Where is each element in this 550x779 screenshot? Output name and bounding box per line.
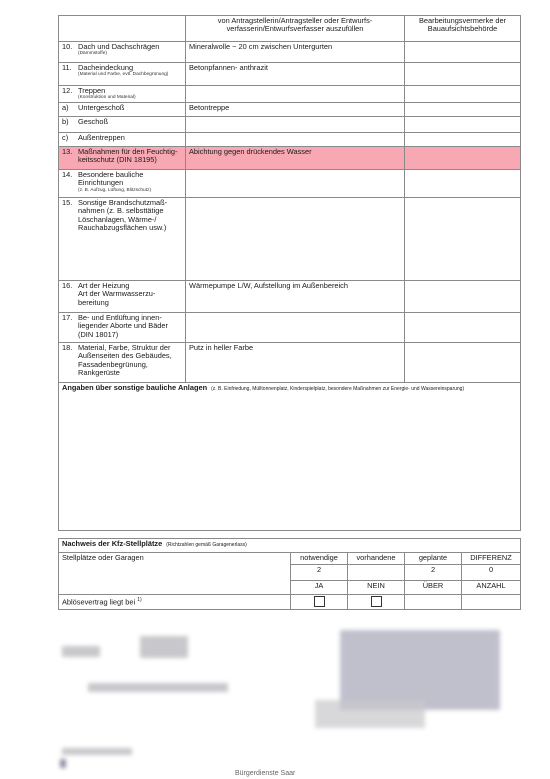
parking-title-row [59, 539, 521, 553]
row-13-value[interactable]: Abichtung gegen drückendes Wasser [186, 147, 405, 170]
redacted-mark [60, 759, 66, 768]
count-cell[interactable] [462, 595, 521, 610]
row-12a-value[interactable]: Betontreppe [186, 103, 405, 117]
label-no: NEIN [348, 581, 405, 595]
row-14-remark [405, 170, 521, 198]
row-12c: c) Außentreppen [59, 133, 521, 147]
row-13-remark [405, 147, 521, 170]
redacted-date [62, 646, 100, 657]
label-count: ANZAHL [462, 581, 521, 595]
parking-title: Nachweis der Kfz-Stellplätze [62, 539, 163, 548]
row-17-remark [405, 313, 521, 343]
header-applicant-column: von Antragstellerin/Antragsteller oder Entwurfs- verfasserin/Entwurfsverfasser auszufüllen [186, 16, 405, 42]
header-difference: DIFFERENZ [462, 553, 521, 565]
value-required[interactable]: 2 [291, 565, 348, 581]
row-12-remark [405, 86, 521, 103]
row-18: 18. Material, Farbe, Struktur der Außenseiten des Gebäudes, Fassadenbegrünung, Rankgerüste Putz in heller Farbe [59, 343, 521, 383]
no-checkbox[interactable] [371, 596, 382, 607]
no-checkbox-cell [348, 595, 405, 610]
parking-note: (Richtzahlen gemäß Garagenerlass) [166, 542, 247, 548]
redacted-address [62, 748, 132, 755]
label-yes: JA [291, 581, 348, 595]
value-existing[interactable] [348, 565, 405, 581]
redacted-stamp [315, 700, 425, 728]
yes-checkbox-cell [291, 595, 348, 610]
other-structures-section [59, 383, 521, 531]
row-10: 10. Dach und Dachschrägen (Dämmstoffe) Mineralwolle ~ 20 cm zwischen Untergurten [59, 42, 521, 63]
row-16-value[interactable]: Wärmepumpe L/W, Aufstellung im Außenbereich [186, 281, 405, 313]
row-17-value[interactable] [186, 313, 405, 343]
row-15: 15. Sonstige Brandschutzmaß- nahmen (z. B. selbsttätige Löschanlagen, Wärme-/ Rauchabzugsflächen usw.) [59, 198, 521, 281]
row-12c-remark [405, 133, 521, 147]
other-structures-field[interactable] [59, 383, 521, 531]
redacted-signature [340, 630, 500, 710]
footer-text: Bürgerdienste Saar [235, 770, 296, 777]
header-authority-column: Bearbeitungsvermerke der Bauaufsichtsbehörde [405, 16, 521, 42]
row-18-value[interactable]: Putz in heller Farbe [186, 343, 405, 383]
redacted-place [140, 636, 188, 658]
parking-spaces-table [58, 538, 521, 610]
row-12b-remark [405, 117, 521, 133]
value-difference[interactable]: 0 [462, 565, 521, 581]
row-12b-value[interactable] [186, 117, 405, 133]
parking-row-label: Stellplätze oder Garagen [59, 553, 291, 595]
header-required: notwendige [291, 553, 348, 565]
other-structures-title: Angaben über sonstige bauliche Anlagen [62, 383, 208, 392]
row-14-value[interactable] [186, 170, 405, 198]
building-specification-table [58, 15, 521, 531]
row-15-remark [405, 198, 521, 281]
row-11-remark [405, 63, 521, 86]
yes-checkbox[interactable] [314, 596, 325, 607]
row-11-value[interactable]: Betonpfannen- anthrazit [186, 63, 405, 86]
over-cell[interactable] [405, 595, 462, 610]
row-12: 12. Treppen (Konstruktion und Material) [59, 86, 521, 103]
row-12a-remark [405, 103, 521, 117]
row-17: 17. Be- und Entlüftung innen- liegender Aborte und Bäder (DIN 18017) [59, 313, 521, 343]
row-12b: b) Geschoß [59, 117, 521, 133]
row-13-highlighted: 13. Maßnahmen für den Feuchtig- keitsschutz (DIN 18195) Abichtung gegen drückendes Wasser [59, 147, 521, 170]
redacted-name [88, 683, 228, 692]
row-18-remark [405, 343, 521, 383]
row-10-remark [405, 42, 521, 63]
header-empty-cell [59, 16, 186, 42]
row-12c-value[interactable] [186, 133, 405, 147]
other-structures-note: (z. B. Einfriedung, Mülltonnenplatz, Kinderspielplatz, besondere Maßnahmen zur Energie- und Wassereinsparung) [211, 386, 465, 392]
row-10-value[interactable]: Mineralwolle ~ 20 cm zwischen Untergurten [186, 42, 405, 63]
row-16: 16. Art der Heizung Art der Warmwasserzu- bereitung Wärmepumpe L/W, Aufstellung im Außenbereich [59, 281, 521, 313]
label-over: ÜBER [405, 581, 462, 595]
row-16-remark [405, 281, 521, 313]
abloese-row-label: Ablösevertrag liegt bei $^{1)}$ [59, 595, 291, 610]
row-12-value[interactable] [186, 86, 405, 103]
row-11: 11. Dacheindeckung (Material und Farbe, evtl. Dachbegrünung) Betonpfannen- anthrazit [59, 63, 521, 86]
value-planned[interactable]: 2 [405, 565, 462, 581]
row-15-value[interactable] [186, 198, 405, 281]
row-14: 14. Besondere bauliche Einrichtungen (z. B. Aufzug, Lüftung, Blitzschutz) [59, 170, 521, 198]
header-planned: geplante [405, 553, 462, 565]
header-existing: vorhandene [348, 553, 405, 565]
row-12a: a) Untergeschoß Betontreppe [59, 103, 521, 117]
